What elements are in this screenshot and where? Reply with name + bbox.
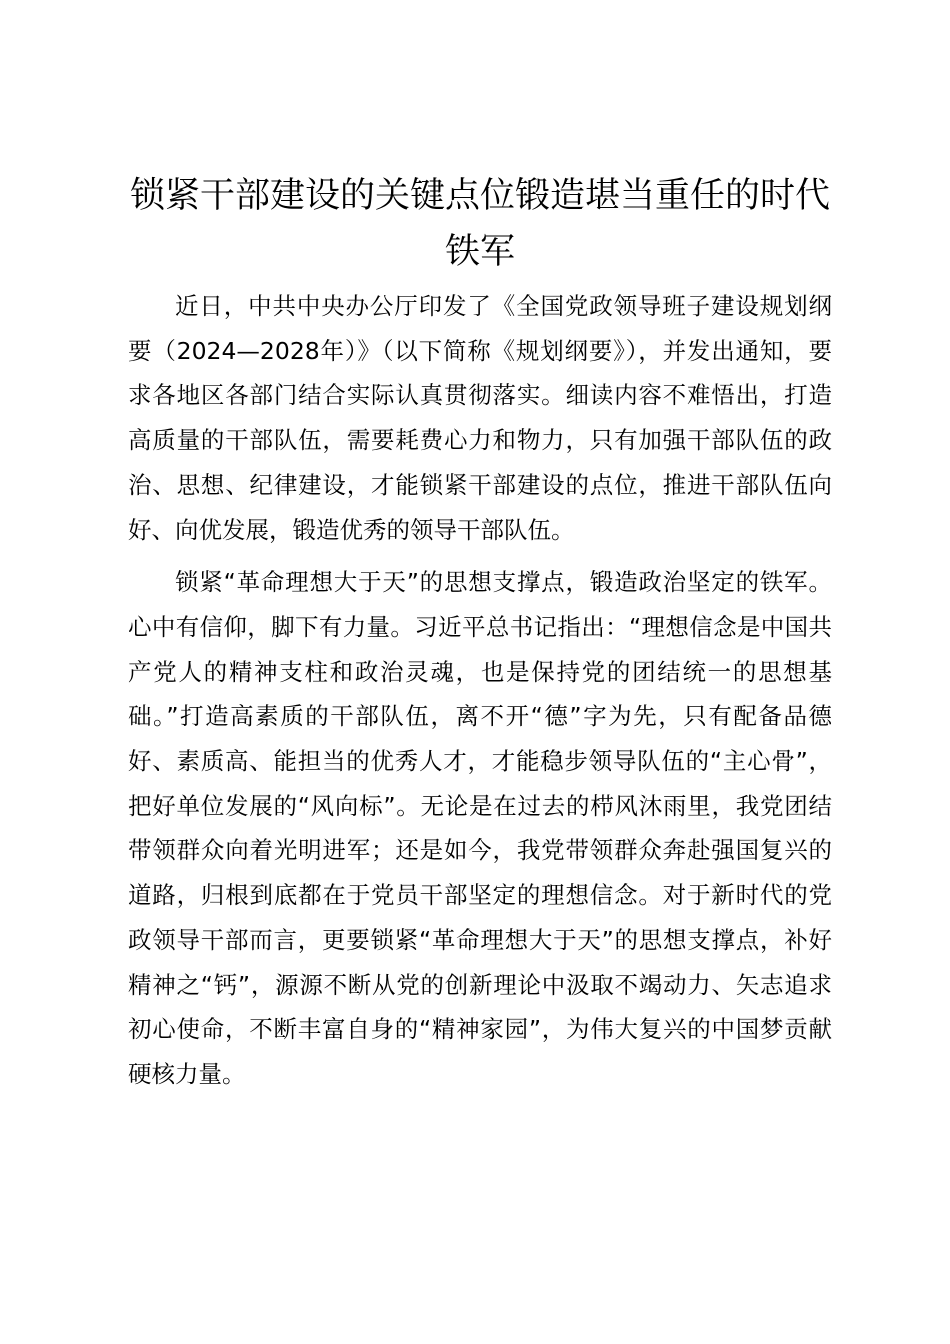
document-title: 锁紧干部建设的关键点位锻造堪当重任的时代铁军 (129, 176, 830, 272)
paragraph-ideals: 锁紧“革命理想大于天”的思想支撑点，锻造政治坚定的铁军。心中有信仰，脚下有力量。习近平总书记指出：“理想信念是中国共产党人的精神支柱和政治灵魂，也是保持党的团结统一的思想基础。”打造高素质的干部队伍，离不开“德”字为先，只有配备品德好、素质高、能担当的优秀人才，才能稳步领导队伍的“主心骨”，把好单位发展的“风向标”。无论是在过去的栉风沐雨里，我党团结带领群众向着光明进军；还是如今，我党带领群众奔赴强国复兴的道路，归根到底都在于党员干部坚定的理想信念。对于新时代的党政领导干部而言，更要锁紧“革命理想大于天”的思想支撑点，补好精神之“钙”，源源不断从党的创新理论中汲取不竭动力、矢志追求初心使命，不断丰富自身的“精神家园”，为伟大复兴的中国梦贡献硬核力量。 (128, 568, 832, 1088)
paragraph-intro: 近日，中共中央办公厅印发了《全国党政领导班子建设规划纲要（2024—2028年）》（以下简称《规划纲要》），并发出通知，要求各地区各部门结合实际认真贯彻落实。细读内容不难悟出，打造高质量的干部队伍，需要耗费心力和物力，只有加强干部队伍的政治、思想、纪律建设，才能锁紧干部建设的点位，推进干部队伍向好、向优发展，锻造优秀的领导干部队伍。 (128, 292, 832, 544)
document-page (128, 168, 832, 1097)
